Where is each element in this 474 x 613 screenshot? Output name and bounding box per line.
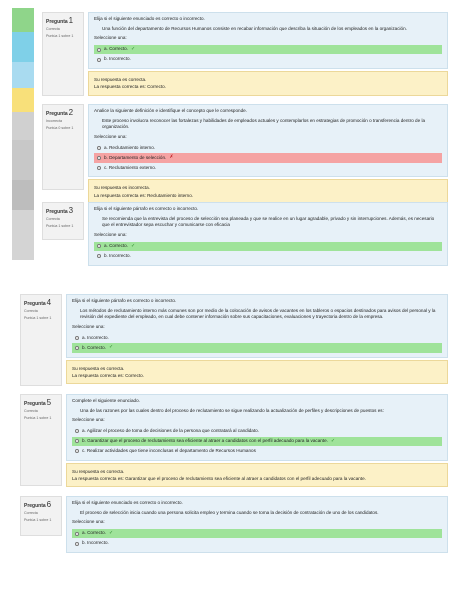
question-number: Pregunta5 <box>24 398 52 407</box>
check-icon: ✓ <box>330 437 336 444</box>
question-status: Correcta <box>46 27 60 31</box>
radio-icon[interactable] <box>97 166 101 170</box>
answer-option[interactable] <box>94 45 442 54</box>
radio-icon[interactable] <box>75 532 79 536</box>
option-label: a. Correcto. <box>104 242 128 248</box>
question-number: Pregunta6 <box>24 500 52 509</box>
answer-option[interactable] <box>72 427 442 436</box>
radio-icon[interactable] <box>97 244 101 248</box>
question-prompt: Elija si el siguiente párrafo es correcto o incorrecto. <box>94 206 199 211</box>
answer-option[interactable] <box>72 539 442 548</box>
question-statement: Se recomienda que la entrevista del proceso de selección sea planeada y que se realice en un lugar agradable, privado y sin interrupciones. Además, es necesario que el entrevistador sepa escuchar y comunicarse con eficacia <box>102 215 435 228</box>
option-label: b. Departamento de selección. <box>104 154 167 160</box>
feedback <box>88 179 448 204</box>
question-score: Puntúa 1 sobre 1 <box>24 518 52 523</box>
feedback-answer: La respuesta correcta es: Correcto. <box>72 372 145 378</box>
feedback-answer: La respuesta correcta es: Reclutamiento interno. <box>94 192 194 198</box>
answer-group <box>72 519 442 548</box>
feedback-result: Su respuesta es correcta. <box>94 76 147 82</box>
radio-icon[interactable] <box>97 156 101 160</box>
option-label: a. Correcto. <box>104 46 128 52</box>
question-score: Puntúa 1 sobre 1 <box>46 34 74 39</box>
option-label: a. Correcto. <box>82 530 106 536</box>
question-info <box>20 394 62 486</box>
question-prompt: Complete el siguiente enunciado. <box>72 398 140 403</box>
radio-icon[interactable] <box>97 254 101 258</box>
question-status: Correcta <box>24 409 38 413</box>
question-status: Correcta <box>24 309 38 313</box>
radio-icon[interactable] <box>97 48 101 52</box>
question-score: Puntúa 1 sobre 1 <box>46 224 74 229</box>
question-number: Pregunta1 <box>46 16 74 25</box>
question-text <box>66 294 448 358</box>
question-statement: Este proceso involucra reconocer las fortalezas y habilidades de empleados actuales y contemplarlos en estrategias de promoción o transferencia dentro de la organización. <box>102 117 426 130</box>
question-statement: Una de las razones por las cuales dentro del proceso de reclutamiento se sigue realizando la actualización de perfiles y descripciones de puestos es: <box>80 407 384 413</box>
answer-group <box>94 134 442 172</box>
progress-strip-segment <box>12 8 34 32</box>
question-prompt: Analice la siguiente definición e identifique el concepto que le corresponde. <box>94 108 247 113</box>
question-body <box>88 202 448 266</box>
option-label: b. Incorrecto. <box>104 56 131 62</box>
answer-option[interactable] <box>72 334 442 343</box>
option-label: b. Incorrecto. <box>104 252 131 258</box>
question-6 <box>20 496 448 553</box>
select-label: Seleccione una: <box>72 417 105 423</box>
question-body <box>66 496 448 553</box>
question-text <box>88 104 448 177</box>
progress-strip-segment <box>12 140 34 180</box>
question-info <box>42 104 84 190</box>
question-text <box>66 394 448 461</box>
answer-group <box>72 417 442 455</box>
question-number: Pregunta2 <box>46 108 74 117</box>
question-number: Pregunta3 <box>46 206 74 215</box>
progress-strip-segment <box>12 62 34 88</box>
radio-icon[interactable] <box>75 346 79 350</box>
question-score: Puntúa 1 sobre 1 <box>24 316 52 321</box>
question-body <box>88 12 448 96</box>
answer-group <box>72 324 442 353</box>
answer-option[interactable] <box>94 242 442 251</box>
feedback <box>66 360 448 385</box>
answer-option[interactable] <box>94 164 442 173</box>
question-prompt: Elija si el siguiente enunciado es correcto o incorrecto. <box>94 16 205 21</box>
option-label: c. Realizar actividades que tiene inconclusas el departamento de Recursos Humanos <box>82 447 256 453</box>
question-text <box>88 202 448 266</box>
feedback-result: Su respuesta es incorrecta. <box>94 185 150 191</box>
select-label: Seleccione una: <box>94 133 127 139</box>
question-statement: Una función del departamento de Recursos Humanos consiste en recabar información que describa la situación de los empleados en la organización. <box>102 25 407 31</box>
progress-strip-segment <box>12 180 34 210</box>
progress-strip <box>12 8 34 260</box>
question-prompt: Elija si el siguiente párrafo es correcto o incorrecto. <box>72 298 177 303</box>
select-label: Seleccione una: <box>94 231 127 237</box>
feedback-result: Su respuesta es correcta. <box>72 468 125 474</box>
feedback-answer: La respuesta correcta es: Correcto. <box>94 84 167 90</box>
radio-icon[interactable] <box>75 439 79 443</box>
question-score: Puntúa 1 sobre 1 <box>24 416 52 421</box>
select-label: Seleccione una: <box>72 519 105 525</box>
radio-icon[interactable] <box>75 429 79 433</box>
question-status: Incorrecta <box>46 119 62 123</box>
progress-strip-segment <box>12 210 34 260</box>
question-text <box>66 496 448 553</box>
check-icon: ✓ <box>131 242 136 249</box>
question-text <box>88 12 448 69</box>
feedback <box>66 463 448 488</box>
answer-group <box>94 35 442 64</box>
option-label: c. Reclutamiento externo. <box>104 164 157 170</box>
answer-option[interactable] <box>94 144 442 153</box>
radio-icon[interactable] <box>97 146 101 150</box>
feedback-answer: La respuesta correcta es: Garantizar que el proceso de reclutamiento sea eficiente al atraer a candidatos con el perfil adecuado para la vacante. <box>72 475 366 481</box>
answer-option[interactable] <box>94 252 442 261</box>
select-label: Seleccione una: <box>72 323 105 329</box>
question-4 <box>20 294 448 386</box>
answer-option[interactable] <box>72 447 442 456</box>
question-1 <box>42 12 448 96</box>
question-statement: El proceso de selección inicia cuando una persona solicita empleo y termina cuando se toma la decisión de contratación de uno de los candidatos. <box>80 509 379 515</box>
question-status: Correcta <box>46 217 60 221</box>
select-label: Seleccione una: <box>94 35 127 41</box>
radio-icon[interactable] <box>75 336 79 340</box>
question-status: Correcta <box>24 511 38 515</box>
question-statement: Los métodos de reclutamiento interno más comunes son por medio de la colocación de avisos de vacantes en los tableros o espacios destinados para avisos del personal y la revisión del expediente del empleado, en cual debe contener información sobre sus capacitaciones, evaluaciones y trayectoria dentro de la empresa. <box>80 307 436 320</box>
question-body <box>66 294 448 386</box>
option-label: a. Reclutamiento interno. <box>104 144 156 150</box>
question-2 <box>42 104 448 204</box>
option-label: b. Garantizar que el proceso de reclutamiento sea eficiente al atraer a candidatos con el perfil adecuado para la vacante. <box>82 437 328 443</box>
option-label: a. Incorrecto. <box>82 334 109 340</box>
question-info <box>20 496 62 536</box>
option-label: b. Incorrecto. <box>82 540 109 546</box>
answer-option[interactable] <box>72 343 442 352</box>
option-label: b. Correcto. <box>82 344 106 350</box>
answer-group <box>94 232 442 261</box>
feedback-result: Su respuesta es correcta. <box>72 365 125 371</box>
question-info <box>20 294 62 386</box>
question-3 <box>42 202 448 266</box>
answer-option[interactable] <box>72 437 442 446</box>
question-prompt: Elija si el siguiente enunciado es correcto o incorrecto. <box>72 500 183 505</box>
progress-strip-segment <box>12 88 34 112</box>
progress-strip-segment <box>12 32 34 62</box>
question-score: Puntúa 0 sobre 1 <box>46 126 74 131</box>
radio-icon[interactable] <box>97 58 101 62</box>
check-icon: ✓ <box>109 344 114 351</box>
check-icon: ✓ <box>131 45 136 52</box>
question-body <box>66 394 448 487</box>
check-icon: ✓ <box>109 529 114 536</box>
cross-icon: ✗ <box>169 154 174 161</box>
answer-option[interactable] <box>72 529 442 538</box>
option-label: a. Agilizar el proceso de toma de decisiones de la persona que contratará al candidato. <box>82 427 259 433</box>
answer-option[interactable] <box>94 153 442 162</box>
answer-option[interactable] <box>94 55 442 64</box>
feedback <box>88 71 448 96</box>
radio-icon[interactable] <box>75 542 79 546</box>
question-info <box>42 12 84 96</box>
question-number: Pregunta4 <box>24 298 52 307</box>
progress-strip-segment <box>12 112 34 140</box>
question-info <box>42 202 84 240</box>
radio-icon[interactable] <box>75 449 79 453</box>
question-body <box>88 104 448 204</box>
question-5 <box>20 394 448 487</box>
